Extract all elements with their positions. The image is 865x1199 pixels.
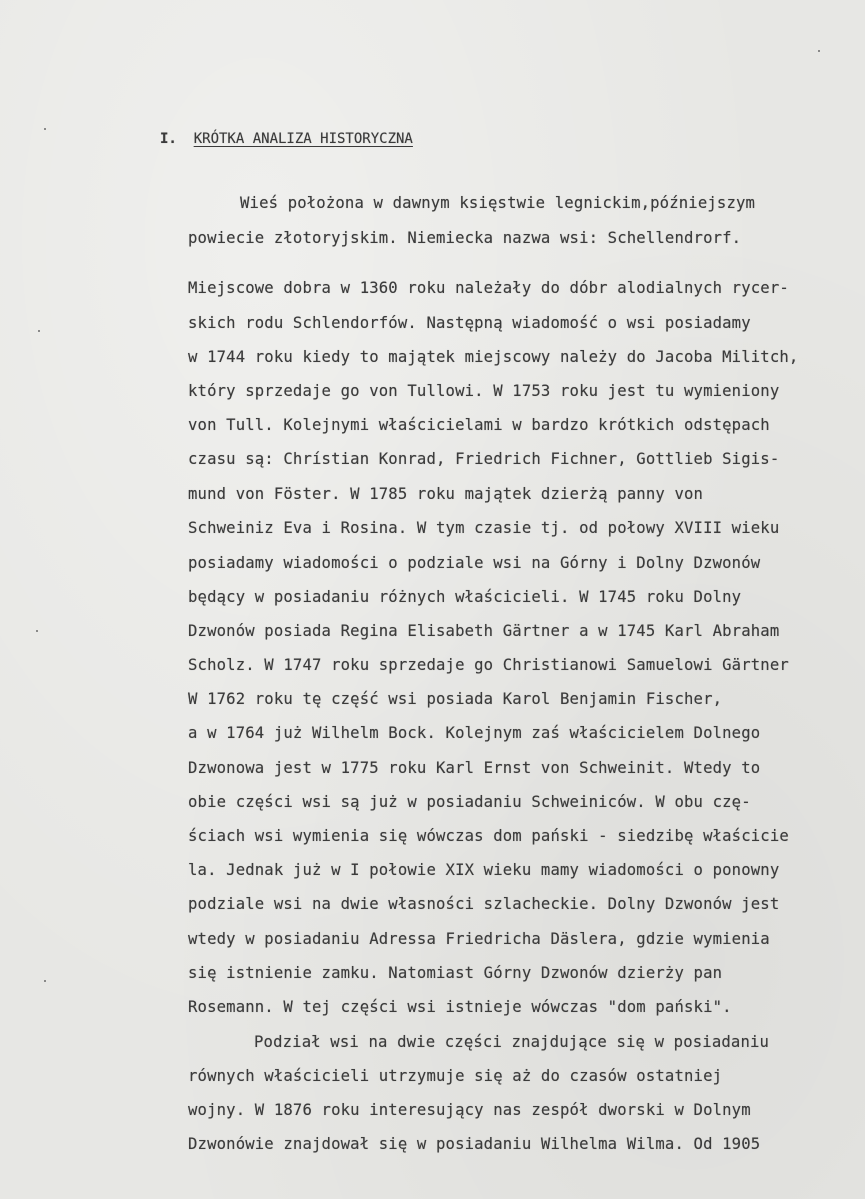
- paper-speck: [36, 630, 38, 632]
- text-line: skich rodu Schlendorfów. Następną wiadomość o wsi posiadamy: [188, 314, 751, 332]
- text-line: Schweiniz Eva i Rosina. W tym czasie tj. od połowy XVIII wieku: [188, 519, 780, 537]
- text-line: ściach wsi wymienia się wówczas dom pański - siedzibę właścicie: [188, 827, 789, 845]
- text-line: czasu są: Chrístian Konrad, Friedrich Fichner, Gottlieb Sigis-: [188, 450, 780, 468]
- paper-speck: [38, 330, 40, 332]
- text-line: a w 1764 już Wilhelm Bock. Kolejnym zaś właścicielem Dolnego: [188, 724, 761, 742]
- text-line: posiadamy wiadomości o podziale wsi na Górny i Dolny Dzwonów: [188, 554, 761, 572]
- text-line: Dzwonów posiada Regina Elisabeth Gärtner a w 1745 Karl Abraham: [188, 622, 780, 640]
- text-line: wojny. W 1876 roku interesujący nas zespół dworski w Dolnym: [188, 1101, 751, 1119]
- text-line: mund von Föster. W 1785 roku majątek dzierżą panny von: [188, 485, 704, 503]
- text-line: Rosemann. W tej części wsi istnieje wówczas "dom pański".: [188, 998, 732, 1016]
- text-line: w 1744 roku kiedy to majątek miejscowy należy do Jacoba Militch,: [188, 348, 799, 366]
- text-line: który sprzedaje go von Tullowi. W 1753 roku jest tu wymieniony: [188, 382, 780, 400]
- text-line: podziale wsi na dwie własności szlacheckie. Dolny Dzwonów jest: [188, 895, 780, 913]
- section-heading: [160, 131, 413, 147]
- text-line: Wieś położona w dawnym księstwie legnickim,późniejszym: [240, 194, 756, 212]
- paper-speck: [44, 980, 46, 982]
- section-number: I.: [160, 131, 177, 147]
- text-line: się istnienie zamku. Natomiast Górny Dzwonów dzierży pan: [188, 964, 723, 982]
- text-line: Scholz. W 1747 roku sprzedaje go Christianowi Samuelowi Gärtner: [188, 656, 789, 674]
- section-title: KRÓTKA ANALIZA HISTORYCZNA: [193, 131, 413, 147]
- text-line: równych właścicieli utrzymuje się aż do czasów ostatniej: [188, 1067, 723, 1085]
- text-line: Miejscowe dobra w 1360 roku należały do dóbr alodialnych rycer-: [188, 279, 789, 297]
- text-line: obie części wsi są już w posiadaniu Schweiniców. W obu czę-: [188, 793, 751, 811]
- text-line: W 1762 roku tę część wsi posiada Karol Benjamin Fischer,: [188, 690, 723, 708]
- text-line: powiecie złotoryjskim. Niemiecka nazwa wsi: Schellendrorf.: [188, 229, 742, 247]
- paper-speck: [818, 50, 820, 52]
- text-line: Podział wsi na dwie części znajdujące się w posiadaniu: [254, 1033, 770, 1051]
- text-line: wtedy w posiadaniu Adressa Friedricha Däslera, gdzie wymienia: [188, 930, 770, 948]
- text-line: la. Jednak już w I połowie XIX wieku mamy wiadomości o ponowny: [188, 861, 780, 879]
- text-line: Dzwonowa jest w 1775 roku Karl Ernst von Schweinit. Wtedy to: [188, 759, 761, 777]
- text-line: von Tull. Kolejnymi właścicielami w bardzo krótkich odstępach: [188, 416, 770, 434]
- paper-speck: [44, 128, 46, 130]
- text-line: będący w posiadaniu różnych właścicieli. W 1745 roku Dolny: [188, 588, 742, 606]
- text-line: Dzwonówie znajdował się w posiadaniu Wilhelma Wilma. Od 1905: [188, 1135, 761, 1153]
